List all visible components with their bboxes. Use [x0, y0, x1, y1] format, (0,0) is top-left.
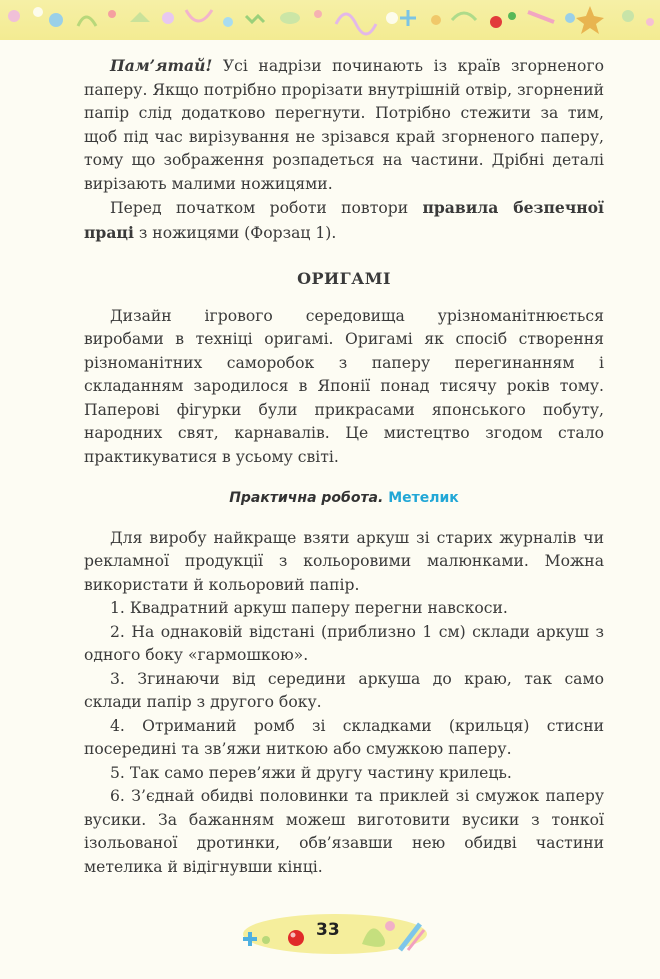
- memo-paragraph: [84, 54, 604, 196]
- safety-before: Перед початком роботи повтори: [110, 199, 409, 217]
- intro-paragraph: Для виробу найкраще взяти аркуш зі старих журналів чи рекламної продукції з кольоровими малюнками. Можна використати й кольоровий папір.: [84, 528, 604, 594]
- page-text-column: [84, 54, 604, 879]
- section-title-origami: ОРИГАМІ: [297, 269, 391, 288]
- practical-label: Практична робота.: [229, 490, 384, 506]
- safety-rules-link: правила безпечної праці: [84, 198, 604, 242]
- step-item: 3. Згинаючи від середини аркуша до краю, так само склади папір з другого боку.: [84, 669, 604, 711]
- step-item: 2. На однаковій відстані (приблизно 1 см) склади аркуш з одного боку «гармошкою».: [84, 622, 604, 664]
- step-item: 5. Так само перев’яжи й другу частину крилець.: [110, 763, 512, 782]
- step-item: 1. Квадратний аркуш паперу перегни навскоси.: [110, 599, 508, 617]
- practical-topic: Метелик: [388, 490, 459, 506]
- steps-list: [84, 597, 604, 879]
- decorative-doodles: [0, 0, 660, 40]
- origami-paragraph: Дизайн ігрового середовища урізноманітнюється виробами в техніці оригамі. Оригамі як спосіб створення різноманітних саморобок з паперу перегинанням і складанням зародилося в Японії понад тисячу років тому. Паперові фігурки були прикрасами японського побуту, народних свят, карнавалів. Це мистецтво згодом стало практикуватися в усьому світі.: [84, 306, 604, 466]
- step-item: 6. З’єднай обидві половинки та приклей зі смужок паперу вусики. За бажанням можеш виготовити вусики з тонкої ізольованої дротинки, обв’язавши нею обидві частини метелика й відігнувши кінці.: [84, 787, 604, 876]
- decorative-header-band: [0, 0, 660, 40]
- practical-heading: [84, 487, 604, 511]
- page-number: 33: [316, 920, 340, 940]
- safety-paragraph: [84, 196, 604, 245]
- memo-text: Усі надрізи починають із країв згорненого паперу. Якщо потрібно прорізати внутрішній отвір, згорнений папір слід додатково перегнути. Потрібно стежити за тим, щоб під час вирізування не зрізався край згорненого паперу, тому що зображення розпадеться на частини. Дрібні деталі вирізають малими ножицями.: [84, 57, 604, 193]
- step-item: 4. Отриманий ромб зі складками (крильця) стисни посередині та зв’яжи ниткою або смужкою паперу.: [84, 716, 604, 758]
- memo-lead: Пам’ятай!: [110, 56, 213, 75]
- safety-after: з ножицями (Форзац 1).: [138, 223, 337, 242]
